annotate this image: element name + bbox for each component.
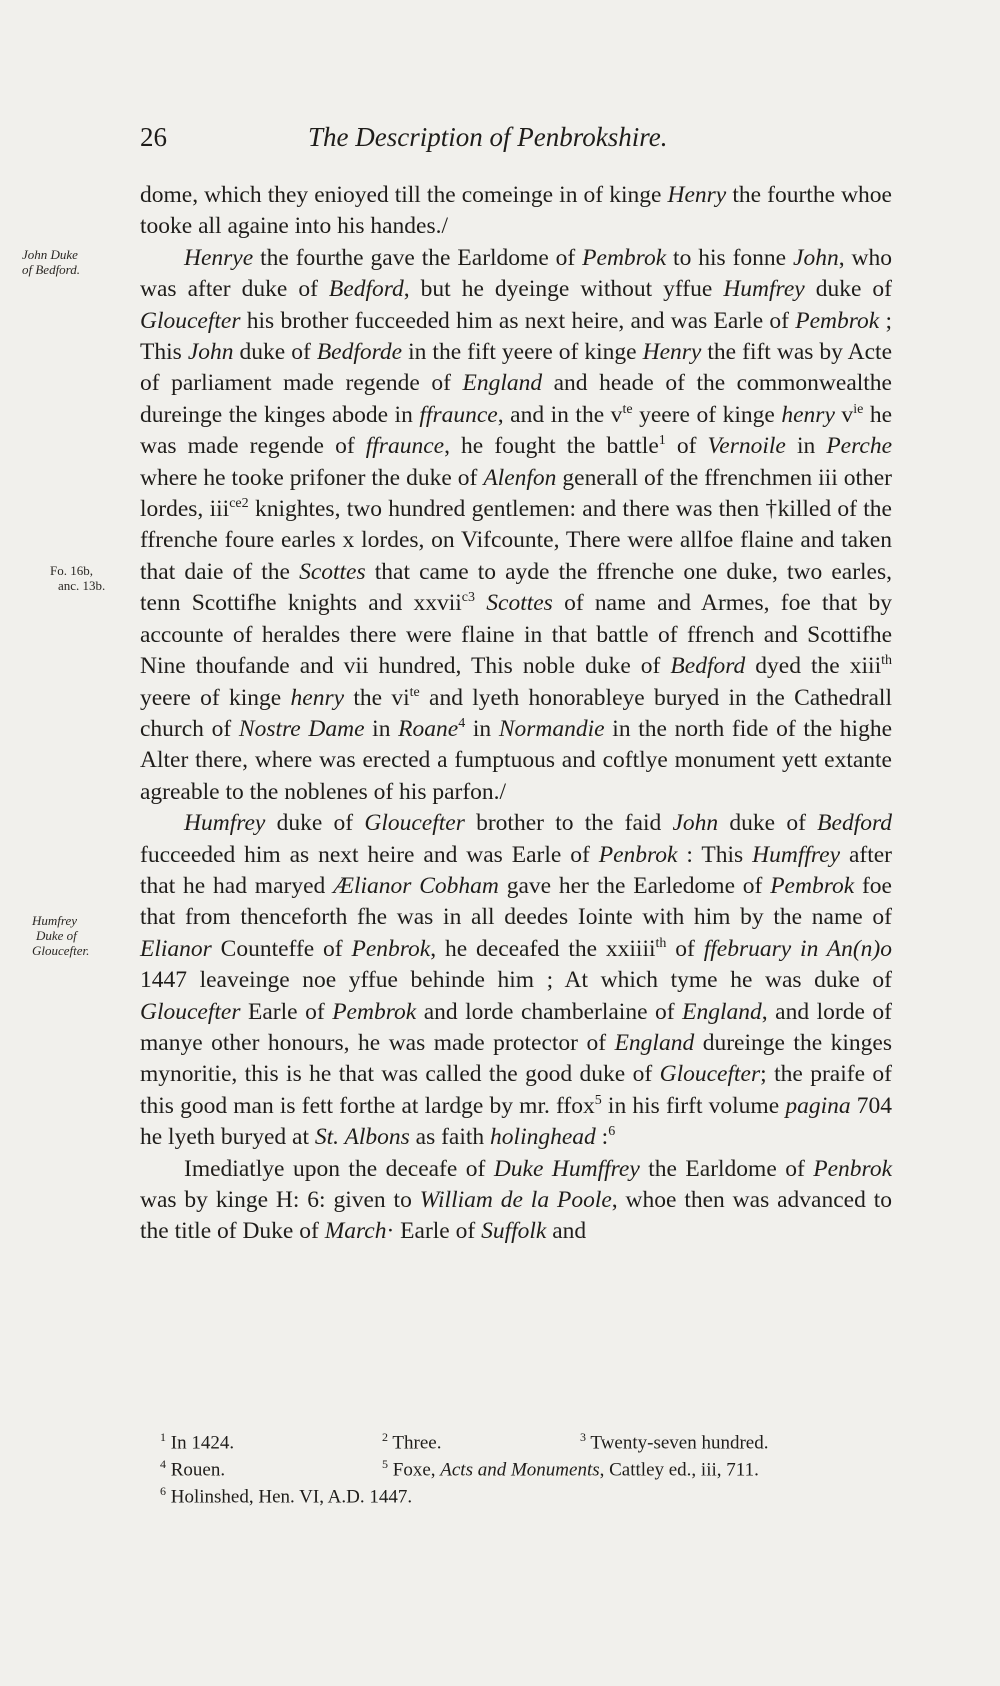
margin-note-line: Humfrey [32,913,78,928]
footnote-title: Acts and Monuments [440,1459,600,1481]
footnote-number: 4 [160,1457,166,1471]
body-text [140,180,892,1248]
footnote-number: 1 [160,1430,166,1444]
footnote-number: 6 [160,1484,166,1498]
margin-note-line: of Bedford. [22,262,81,277]
margin-note-line: Gloucefter. [32,943,90,958]
footnote-text: In 1424. [170,1432,235,1454]
paragraph-william-de-la-poole: Imediatlye upon the deceafe of Duke Humffrey the Earldome of Penbrok was by kinge H: 6: given to William de la Poole, whoe then was advanced to the title of Duke of March· Earle of Suffolk and [140,1155,893,1245]
footnote-text: Three. [392,1432,442,1454]
margin-note-line: anc. 13b. [58,578,106,593]
margin-note-line: Duke of [36,928,77,943]
footnote-5 [382,1451,759,1483]
footnote-number: 3 [580,1430,586,1444]
margin-note-john-duke [22,247,80,277]
running-head [140,122,892,158]
footnote-text: Twenty-seven hundred. [590,1432,769,1454]
footnote-number: 5 [382,1457,388,1471]
paragraph-continuation: dome, which they enioyed till the comeinge in of kinge Henry the fourthe whoe tooke all againe into his handes./ [140,182,892,240]
paragraph-john-duke-of-bedford: Henrye the fourthe gave the Earldome of Pembrok to his fonne John, who was after duke of Bedford, but he dyeinge without yffue Humfrey duke of Gloucefter his brother fucceeded him as next heire, and was Earle of Pembrok ; This John duke of Bedforde in the fift yeere of kinge Henry the fift was by Acte of parliament made regende of England and heade of the commonwealthe dureinge the kinges abode in ffraunce, and in the v$^{te}$ yeere of kinge henry v$^{ie}$ he was made regende of ffraunce, he fought the battle$^1$ of Vernoile in Perche where he tooke prifoner the duke of Alenfon generall of the ffrenchmen iii other lordes, iii$^{ce2}$ knightes, two hundred gentlemen: and there was then †killed of the ffrenche foure earles x lordes, on Vifcounte, There were allfoe flaine and taken that daie of the Scottes that came to ayde the ffrenche one duke, two earles, tenn Scottifhe knights and xxvii$^{c3}$ Scottes of name and Armes, foe that by accounte of heraldes there were flaine in that battle of ffrench and Scottifhe Nine thoufande and vii hundred, This noble duke of Bedford dyed the xiii$^{th}$ yeere of kinge henry the vi$^{te}$ and lyeth honorableye buryed in the Cathedrall church of Nostre Dame in Roane$^4$ in Normandie in the north fide of the highe Alter there, where was erected a fumptuous and coftlye monument yett extante agreable to the noblenes of his parfon./ [140,244,893,805]
footnote-text: Foxe, [392,1459,441,1481]
footnote-number: 2 [382,1430,388,1444]
footnote-text: Holinshed, Hen. VI, A.D. 1447. [170,1486,413,1508]
footnote-text: , Cattley ed., iii, 711. [599,1459,759,1481]
footnote-text: Rouen. [170,1459,226,1481]
running-title: The Description of Penbrokshire. [308,122,668,152]
margin-note-folio [50,563,105,593]
margin-note-line: Fo. 16b, [50,563,93,578]
page-number: 26 [140,122,167,152]
footnote-6 [160,1478,412,1510]
paragraph-humfrey-duke-of-gloucester: Humfrey duke of Gloucefter brother to the faid John duke of Bedford fucceeded him as next heire and was Earle of Penbrok : This Humffrey after that he had maryed Ælianor Cobham gave her the Earledome of Pembrok foe that from thenceforth fhe was in all deedes Iointe with him by the name of Elianor Counteffe of Penbrok, he deceafed the xxiiii$^{th}$ of ffebruary in An(n)o 1447 leaveinge noe yffue behinde him ; At which tyme he was duke of Gloucefter Earle of Pembrok and lorde chamberlaine of England, and lorde of manye other honours, he was made protector of England dureinge the kinges mynoritie, this is he that was called the good duke of Gloucefter; the praife of this good man is fett forthe at lardge by mr. ffox$^5$ in his firft volume pagina 704 he lyeth buryed at St. Albons as faith holinghead :$^6$ [140,810,893,1151]
margin-note-line: John Duke [22,247,78,262]
margin-note-humfrey [32,913,89,958]
